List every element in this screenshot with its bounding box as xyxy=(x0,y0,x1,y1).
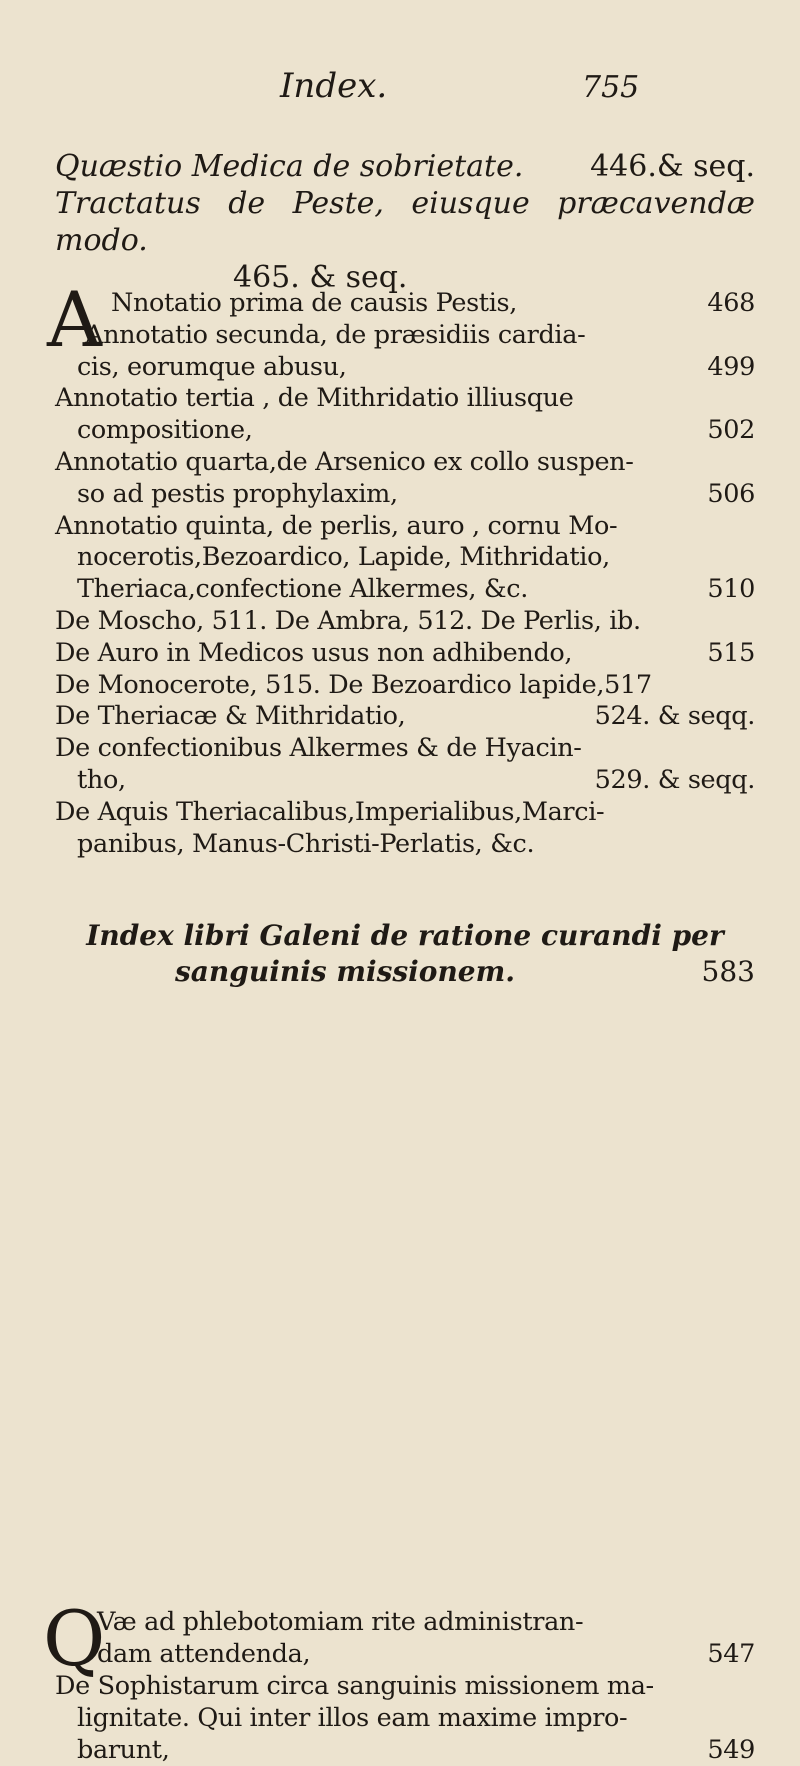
page-ref: 524. & seqq. xyxy=(594,701,755,732)
index-entry xyxy=(55,670,755,702)
index-entry xyxy=(55,148,755,185)
entry-text: De Monocerote, 515. De Bezoardico lapide,517 xyxy=(55,669,652,700)
entry-text: nocerotis,Bezoardico, Lapide, Mithridatio, xyxy=(77,542,610,573)
entry-text: tho, xyxy=(77,764,126,795)
entry-text: Annotatio secunda, de præsidiis cardia- xyxy=(85,319,586,350)
entry-text: De Sophistarum circa sanguinis missionem ma- xyxy=(55,1670,654,1701)
index-entry xyxy=(55,1735,755,1766)
entry-text: panibus, Manus-Christi-Perlatis, &c. xyxy=(77,828,535,859)
page-ref: 529. & seqq. xyxy=(594,764,755,795)
entry-text: De Aquis Theriacalibus,Imperialibus,Marci- xyxy=(55,796,605,827)
top-entries xyxy=(55,148,755,296)
entry-text: Annotatio quarta,de Arsenico ex collo suspen- xyxy=(55,446,634,477)
entry-text: De Theriacæ & Mithridatio, xyxy=(55,701,406,732)
page-ref: 549 xyxy=(707,1734,755,1765)
index-entry xyxy=(55,288,755,320)
entry-text: De confectionibus Alkermes & de Hyacin- xyxy=(55,733,582,764)
page-ref: 510 xyxy=(707,574,755,605)
entry-text: lignitate. Qui inter illos eam maxime impro- xyxy=(77,1702,628,1733)
index-entry xyxy=(55,415,755,447)
entry-text: Theriaca,confectione Alkermes, &c. xyxy=(77,574,528,605)
section-title xyxy=(55,918,755,990)
index-entry xyxy=(55,733,755,765)
index-entry xyxy=(55,479,755,511)
index-entry xyxy=(55,447,755,479)
entry-text: cis, eorumque abusu, xyxy=(77,351,347,382)
entry-text: Annotatio quinta, de perlis, auro , cornu Mo- xyxy=(55,510,618,541)
page-ref: 468 xyxy=(707,288,755,318)
drop-cap: Q xyxy=(43,1594,105,1684)
index-entry xyxy=(55,320,755,352)
index-entry xyxy=(55,383,755,415)
running-head-label: Index. xyxy=(280,66,388,106)
index-entry xyxy=(55,1671,755,1703)
section-title-line: Index libri Galeni de ratione curandi per xyxy=(86,919,724,952)
entry-text: barunt, xyxy=(77,1734,170,1765)
index-entry xyxy=(55,606,755,638)
index-entry xyxy=(55,352,755,384)
entry-text: Tractatus de Peste, eiusque præcavendæ modo. xyxy=(55,186,755,258)
section-title-line xyxy=(55,954,755,990)
index-entry xyxy=(55,765,755,797)
entry-text: Væ ad phlebotomiam rite administran- xyxy=(97,1607,584,1638)
page-ref: 583 xyxy=(701,955,755,988)
entry-text: De Moscho, 511. De Ambra, 512. De Perlis, ib. xyxy=(55,605,641,636)
page-ref: 547 xyxy=(707,1639,755,1670)
index-entry xyxy=(55,511,755,543)
phlebotomy-list xyxy=(43,1594,755,1766)
entry-text: compositione, xyxy=(77,415,253,446)
page-number: 755 xyxy=(582,70,640,105)
entry-text: dam attendenda, xyxy=(97,1639,311,1670)
drop-cap: A xyxy=(47,275,102,364)
running-head xyxy=(0,66,800,110)
section-title-text: sanguinis missionem. xyxy=(175,955,515,988)
index-entry xyxy=(55,1607,755,1639)
index-entry xyxy=(55,1703,755,1735)
entry-text: Nnotatio prima de causis Pestis, xyxy=(111,288,518,318)
index-entry xyxy=(55,638,755,670)
entry-text: Quæstio Medica de sobrietate. xyxy=(55,149,524,184)
index-entry xyxy=(55,797,755,829)
page-ref: 446.& seq. xyxy=(590,149,755,184)
page-ref: 502 xyxy=(707,415,755,446)
entry-text: Annotatio tertia , de Mithridatio illiusque xyxy=(55,383,574,414)
index-entry xyxy=(55,1639,755,1671)
entry-text: De Auro in Medicos usus non adhibendo, xyxy=(55,637,573,668)
page-ref: 515 xyxy=(707,637,755,668)
index-entry xyxy=(55,829,755,861)
index-entry xyxy=(55,574,755,606)
page-ref: 465. & seq. xyxy=(233,260,408,295)
page-ref: 499 xyxy=(707,351,755,382)
entry-text: so ad pestis prophylaxim, xyxy=(77,478,398,509)
index-entry xyxy=(55,542,755,574)
index-entry xyxy=(55,701,755,733)
index-entry xyxy=(55,185,755,259)
page-ref: 506 xyxy=(707,478,755,509)
